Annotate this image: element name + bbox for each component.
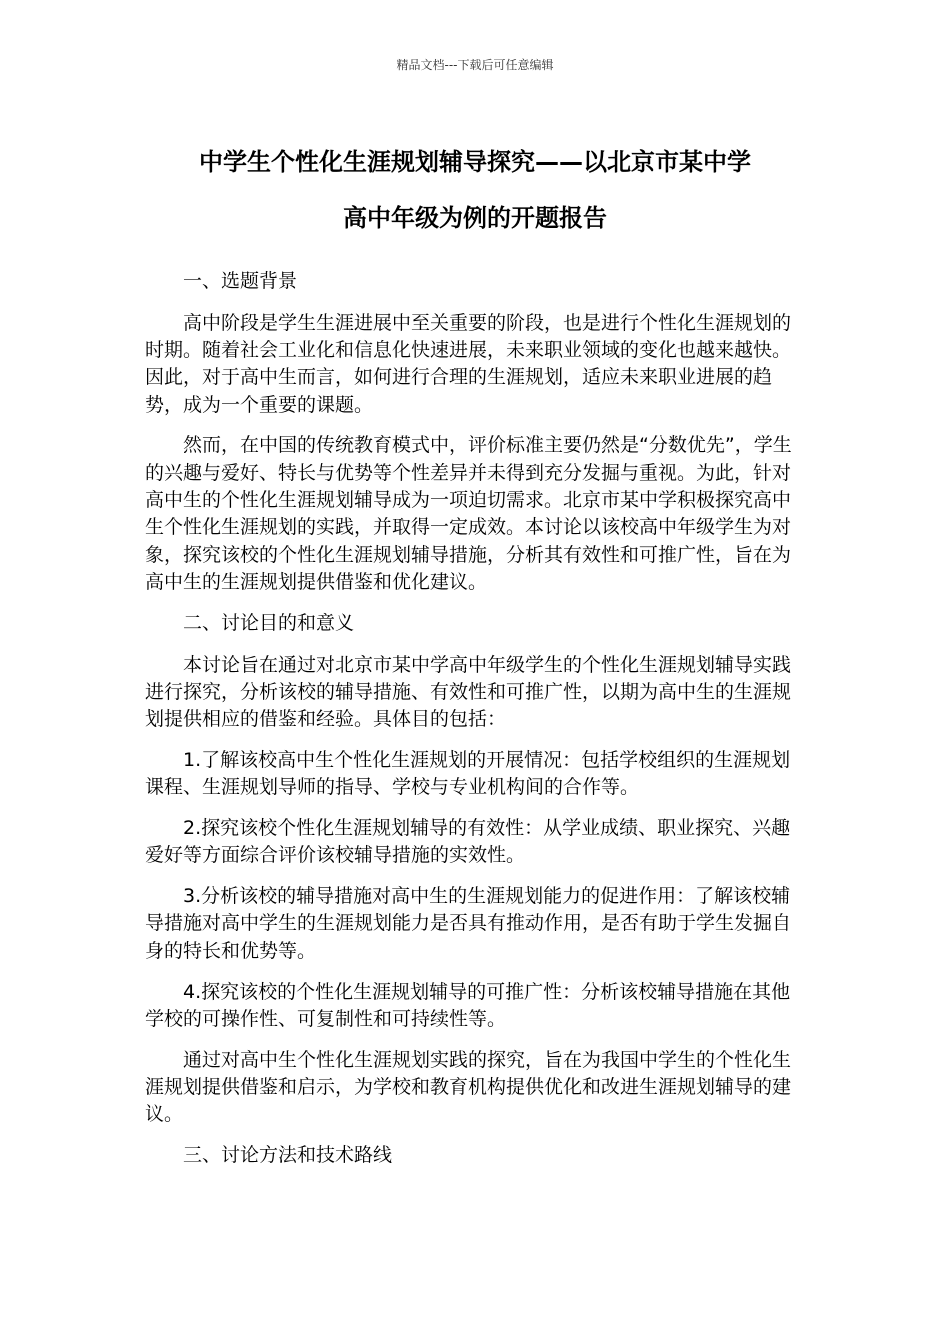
section-heading-purpose: 二、讨论目的和意义 (183, 611, 355, 634)
document-title (130, 134, 820, 246)
section-heading-methods: 三、讨论方法和技术路线 (183, 1144, 393, 1167)
paragraph-background-1: 高中阶段是学生生涯进展中至关重要的阶段，也是进行个性化生涯规划的时期。随着社会工业化和信息化快速进展，未来职业领域的变化也越来越快。因此，对于高中生而言，如何进行合理的生涯规划，适应未来职业进展的趋势，成为一个重要的课题。 (145, 311, 792, 416)
document-body (145, 268, 800, 1184)
paragraph-purpose-summary: 通过对高中生个性化生涯规划实践的探究，旨在为我国中学生的个性化生涯规划提供借鉴和启示，为学校和教育机构提供优化和改进生涯规划辅导的建议。 (145, 1048, 792, 1126)
title-line-1: 中学生个性化生涯规划辅导探究——以北京市某中学 (199, 148, 751, 176)
title-line-2: 高中年级为例的开题报告 (343, 204, 607, 232)
purpose-item-3: 3.分析该校的辅导措施对高中生的生涯规划能力的促进作用：了解该校辅导措施对高中学生的生涯规划能力是否具有推动作用，是否有助于学生发掘自身的特长和优势等。 (145, 885, 792, 962)
paragraph-background-2: 然而，在中国的传统教育模式中，评价标准主要仍然是“分数优先”，学生的兴趣与爱好、特长与优势等个性差异并未得到充分发掘与重视。为此，针对高中生的个性化生涯规划辅导成为一项迫切需求。北京市某中学积极探究高中生个性化生涯规划的实践，并取得一定成效。本讨论以该校高中年级学生为对象，探究该校的个性化生涯规划辅导措施，分析其有效性和可推广性，旨在为高中生的生涯规划提供借鉴和优化建议。 (145, 434, 792, 593)
purpose-item-2: 2.探究该校个性化生涯规划辅导的有效性：从学业成绩、职业探究、兴趣爱好等方面综合评价该校辅导措施的实效性。 (145, 817, 791, 867)
page-header: 精品文档---下载后可任意编辑 (396, 58, 554, 72)
section-heading-background: 一、选题背景 (183, 270, 298, 292)
purpose-item-1: 1.了解该校高中生个性化生涯规划的开展情况：包括学校组织的生涯规划课程、生涯规划导师的指导、学校与专业机构间的合作等。 (145, 748, 791, 799)
purpose-item-4: 4.探究该校的个性化生涯规划辅导的可推广性：分析该校辅导措施在其他学校的可操作性、可复制性和可持续性等。 (145, 980, 791, 1030)
paragraph-purpose-intro: 本讨论旨在通过对北京市某中学高中年级学生的个性化生涯规划辅导实践进行探究，分析该校的辅导措施、有效性和可推广性，以期为高中生的生涯规划提供相应的借鉴和经验。具体目的包括： (145, 653, 792, 731)
